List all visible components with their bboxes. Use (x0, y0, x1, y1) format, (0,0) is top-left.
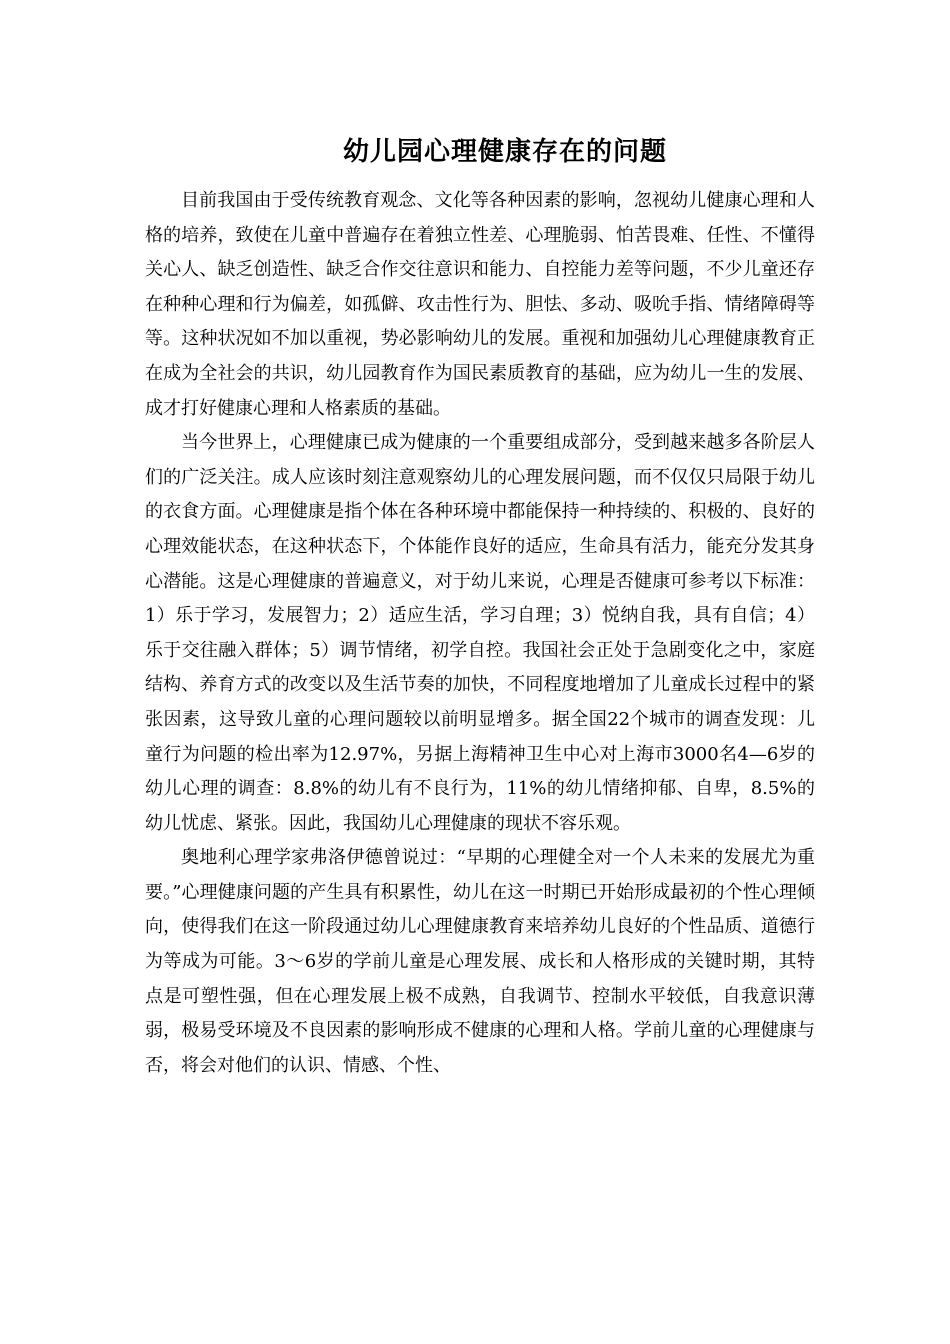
paragraph-1: 目前我国由于受传统教育观念、文化等各种因素的影响，忽视幼儿健康心理和人格的培养，致使在儿童中普遍存在着独立性差、心理脆弱、怕苦畏难、任性、不懂得关心人、缺乏创造性、缺乏合作交往意识和能力、自控能力差等问题，不少儿童还存在种种心理和行为偏差，如孤僻、攻击性行为、胆怯、多动、吸吮手指、情绪障碍等等。这种状况如不加以重视，势必影响幼儿的发展。重视和加强幼儿心理健康教育正在成为全社会的共识，幼儿园教育作为国民素质教育的基础，应为幼儿一生的发展、成才打好健康心理和人格素质的基础。 (145, 190, 815, 419)
paragraph-2: 当今世界上，心理健康已成为健康的一个重要组成部分，受到越来越多各阶层人们的广泛关注。成人应该时刻注意观察幼儿的心理发展问题，而不仅仅只局限于幼儿的衣食方面。心理健康是指个体在各种环境中都能保持一种持续的、积极的、良好的心理效能状态，在这种状态下，个体能作良好的适应，生命具有活力，能充分发其身心潜能。这是心理健康的普遍意义，对于幼儿来说，心理是否健康可参考以下标准：1）乐于学习，发展智力；2）适应生活，学习自理；3）悦纳自我，具有自信；4）乐于交往融入群体；5）调节情绪，初学自控。我国社会正处于急剧变化之中，家庭结构、养育方式的改变以及生活节奏的加快，不同程度地增加了儿童成长过程中的紧张因素，这导致儿童的心理问题较以前明显增多。据全国22个城市的调查发现：儿童行为问题的检出率为12.97%，另据上海精神卫生中心对上海市3000名4—6岁的幼儿心理的调查：8.8%的幼儿有不良行为，11%的幼儿情绪抑郁、自卑，8.5%的幼儿忧虑、紧张。因此，我国幼儿心理健康的现状不容乐观。 (145, 432, 815, 834)
paragraph-3: 奥地利心理学家弗洛伊德曾说过：“早期的心理健全对一个人未来的发展尤为重要。”心理健康问题的产生具有积累性，幼儿在这一时期已开始形成最初的个性心理倾向，使得我们在这一阶段通过幼儿心理健康教育来培养幼儿良好的个性品质、道德行为等成为可能。3～6岁的学前儿童是心理发展、成长和人格形成的关键时期，其特点是可塑性强，但在心理发展上极不成熟，自我调节、控制水平较低，自我意识薄弱，极易受环境及不良因素的影响形成不健康的心理和人格。学前儿童的心理健康与否，将会对他们的认识、情感、个性、 (145, 847, 815, 1076)
document-title: 幼儿园心理健康存在的问题 (342, 137, 667, 167)
document-body (145, 184, 815, 1083)
